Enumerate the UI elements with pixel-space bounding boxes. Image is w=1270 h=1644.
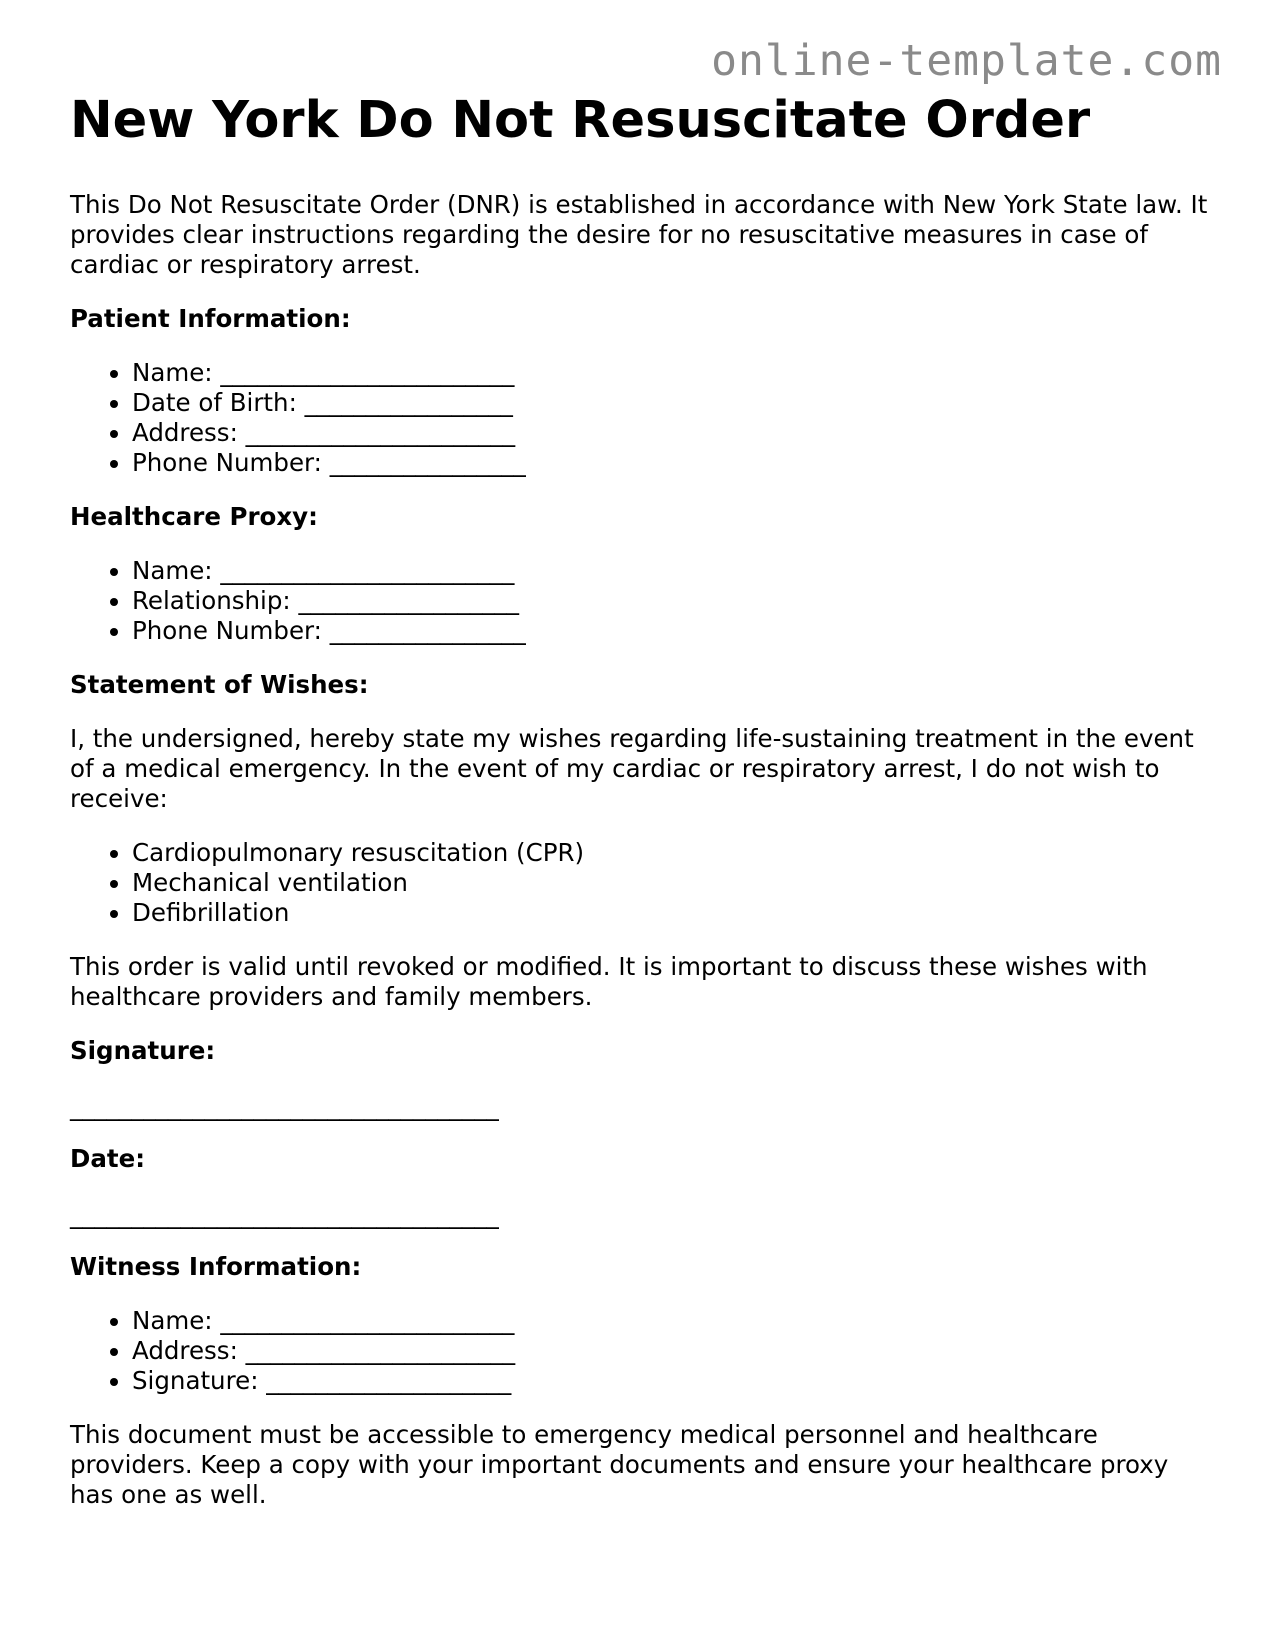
patient-name-field: • Name: ________________________ [132, 358, 1210, 388]
witness-info-heading: Witness Information: [70, 1252, 362, 1281]
refused-treatments-list [70, 838, 1210, 928]
validity-paragraph: This order is valid until revoked or modified. It is important to discuss these wishes with healthcare providers and family members. [70, 952, 1148, 1011]
patient-address-field: • Address: ______________________ [132, 418, 1210, 448]
healthcare-proxy-list [70, 556, 1210, 646]
patient-info-list [70, 358, 1210, 478]
healthcare-proxy-heading: Healthcare Proxy: [70, 502, 318, 531]
witness-name-field: • Name: ________________________ [132, 1306, 1210, 1336]
patient-phone-field: • Phone Number: ________________ [132, 448, 1210, 478]
date-line: ___________________________________ [70, 1200, 499, 1229]
closing-paragraph: This document must be accessible to emergency medical personnel and healthcare providers. Keep a copy with your important documents and ensure your healthcare proxy has one as well. [70, 1420, 1169, 1509]
witness-signature-field: • Signature: ____________________ [132, 1366, 1210, 1396]
document-title: New York Do Not Resuscitate Order [70, 91, 1091, 150]
patient-dob-field: • Date of Birth: _________________ [132, 388, 1210, 418]
wishes-paragraph: I, the undersigned, hereby state my wishes regarding life-sustaining treatment in the event of a medical emergency. In the event of my cardiac or respiratory arrest, I do not wish to receive: [70, 724, 1194, 813]
proxy-phone-field: • Phone Number: ________________ [132, 616, 1210, 646]
proxy-relationship-field: • Relationship: __________________ [132, 586, 1210, 616]
signature-line: ___________________________________ [70, 1092, 499, 1121]
treatment-cpr: • Cardiopulmonary resuscitation (CPR) [132, 838, 1210, 868]
watermark: online-template.com [711, 36, 1222, 86]
treatment-ventilation: • Mechanical ventilation [132, 868, 1210, 898]
date-heading: Date: [70, 1144, 145, 1173]
document-page [70, 90, 1210, 1534]
patient-info-heading: Patient Information: [70, 304, 351, 333]
signature-heading: Signature: [70, 1036, 216, 1065]
intro-paragraph: This Do Not Resuscitate Order (DNR) is established in accordance with New York State law. It provides clear instructions regarding the desire for no resuscitative measures in case of cardiac or respiratory arrest. [70, 190, 1208, 279]
statement-of-wishes-heading: Statement of Wishes: [70, 670, 369, 699]
treatment-defibrillation: • Defibrillation [132, 898, 1210, 928]
witness-info-list [70, 1306, 1210, 1396]
proxy-name-field: • Name: ________________________ [132, 556, 1210, 586]
witness-address-field: • Address: ______________________ [132, 1336, 1210, 1366]
